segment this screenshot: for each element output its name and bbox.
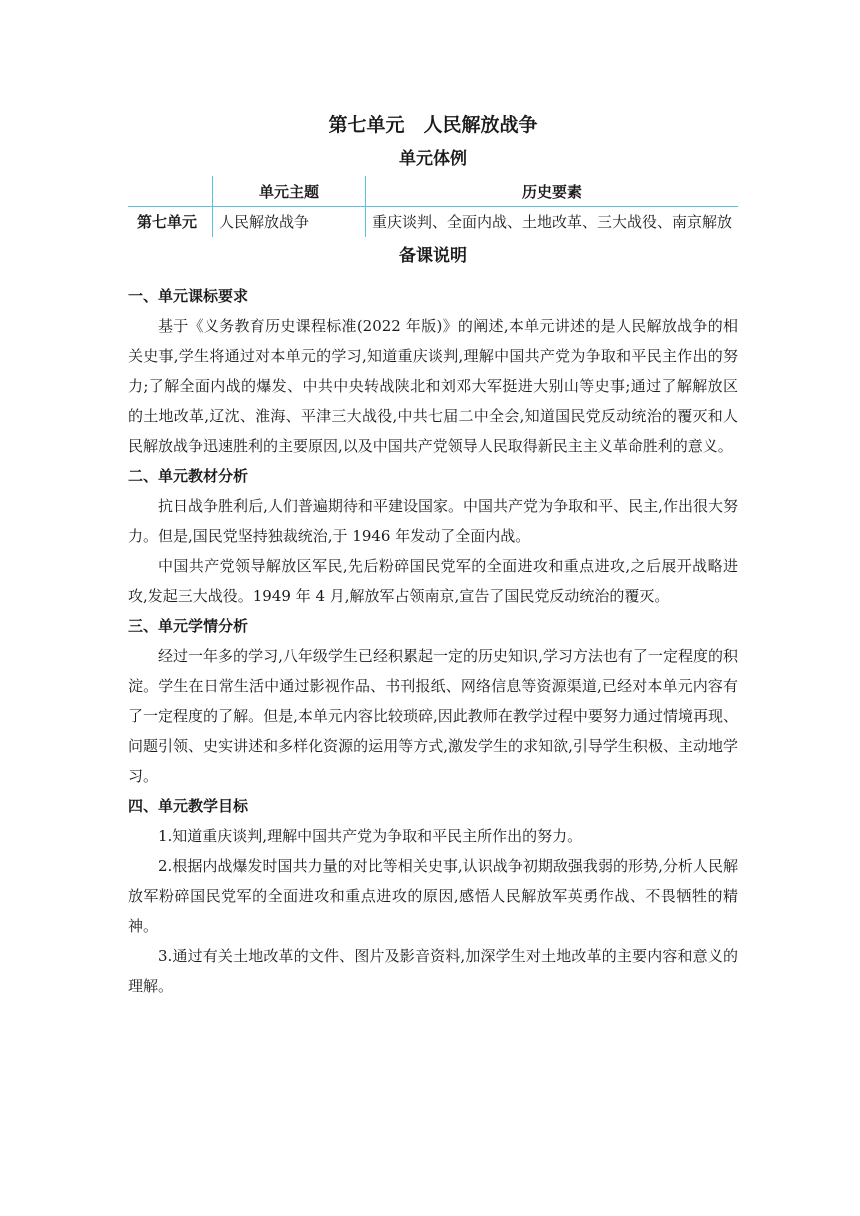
document-content xyxy=(128,108,738,1001)
table-cell-unit: 第七单元 xyxy=(136,213,197,231)
paragraph: 2.根据内战爆发时国共力量的对比等相关史事,认识战争初期敌强我弱的形势,分析人民解放军粉碎国民党军的全面进攻和重点进攻的原因,感悟人民解放军英勇作战、不畏牺牲的精神。 xyxy=(128,857,738,935)
section-heading: 二、单元教材分析 xyxy=(128,467,249,485)
paragraph: 抗日战争胜利后,人们普遍期待和平建设国家。中国共产党为争取和平、民主,作出很大努力。但是,国民党坚持独裁统治,于 1946 年发动了全面内战。 xyxy=(128,497,738,545)
table-cell-theme: 人民解放战争 xyxy=(213,207,366,238)
table-row xyxy=(128,207,738,238)
paragraph: 基于《义务教育历史课程标准(2022 年版)》的阐述,本单元讲述的是人民解放战争的相关史事,学生将通过对本单元的学习,知道重庆谈判,理解中国共产党为争取和平民主作出的努力;了解全面内战的爆发、中共中央转战陕北和刘邓大军挺进大别山等史事;通过了解解放区的土地改革,辽沈、淮海、平津三大战役,中共七届二中全会,知道国民党反动统治的覆灭和人民解放战争迅速胜利的主要原因,以及中国共产党领导人民取得新民主主义革命胜利的意义。 xyxy=(128,317,738,455)
prep-heading: 备课说明 xyxy=(399,246,467,266)
table-cell-elements: 重庆谈判、全面内战、土地改革、三大战役、南京解放 xyxy=(366,207,739,238)
section-3 xyxy=(128,611,738,791)
table-header-row xyxy=(128,176,738,207)
paragraph: 中国共产党领导解放区军民,先后粉碎国民党军的全面进攻和重点进攻,之后展开战略进攻,发起三大战役。1949 年 4 月,解放军占领南京,宣告了国民党反动统治的覆灭。 xyxy=(128,557,738,605)
table-header-theme: 单元主题 xyxy=(213,176,366,207)
section-heading: 一、单元课标要求 xyxy=(128,287,249,305)
section-2 xyxy=(128,461,738,611)
paragraph: 经过一年多的学习,八年级学生已经积累起一定的历史知识,学习方法也有了一定程度的积淀。学生在日常生活中通过影视作品、书刊报纸、网络信息等资源渠道,已经对本单元内容有了一定程度的了解。但是,本单元内容比较琐碎,因此教师在教学过程中要努力通过情境再现、问题引领、史实讲述和多样化资源的运用等方式,激发学生的求知欲,引导学生积极、主动地学习。 xyxy=(128,647,738,785)
document-title: 第七单元 人民解放战争 xyxy=(328,114,538,136)
section-heading: 四、单元教学目标 xyxy=(128,797,249,815)
unit-example-heading: 单元体例 xyxy=(399,149,467,169)
section-1 xyxy=(128,281,738,461)
table-header-elements: 历史要素 xyxy=(366,176,739,207)
section-heading: 三、单元学情分析 xyxy=(128,617,249,635)
table-corner-cell xyxy=(128,176,213,207)
paragraph: 1.知道重庆谈判,理解中国共产党为争取和平民主所作出的努力。 xyxy=(158,827,583,845)
paragraph: 3.通过有关土地改革的文件、图片及影音资料,加深学生对土地改革的主要内容和意义的理解。 xyxy=(128,947,738,995)
unit-example-table xyxy=(128,176,738,237)
section-4 xyxy=(128,791,738,1001)
